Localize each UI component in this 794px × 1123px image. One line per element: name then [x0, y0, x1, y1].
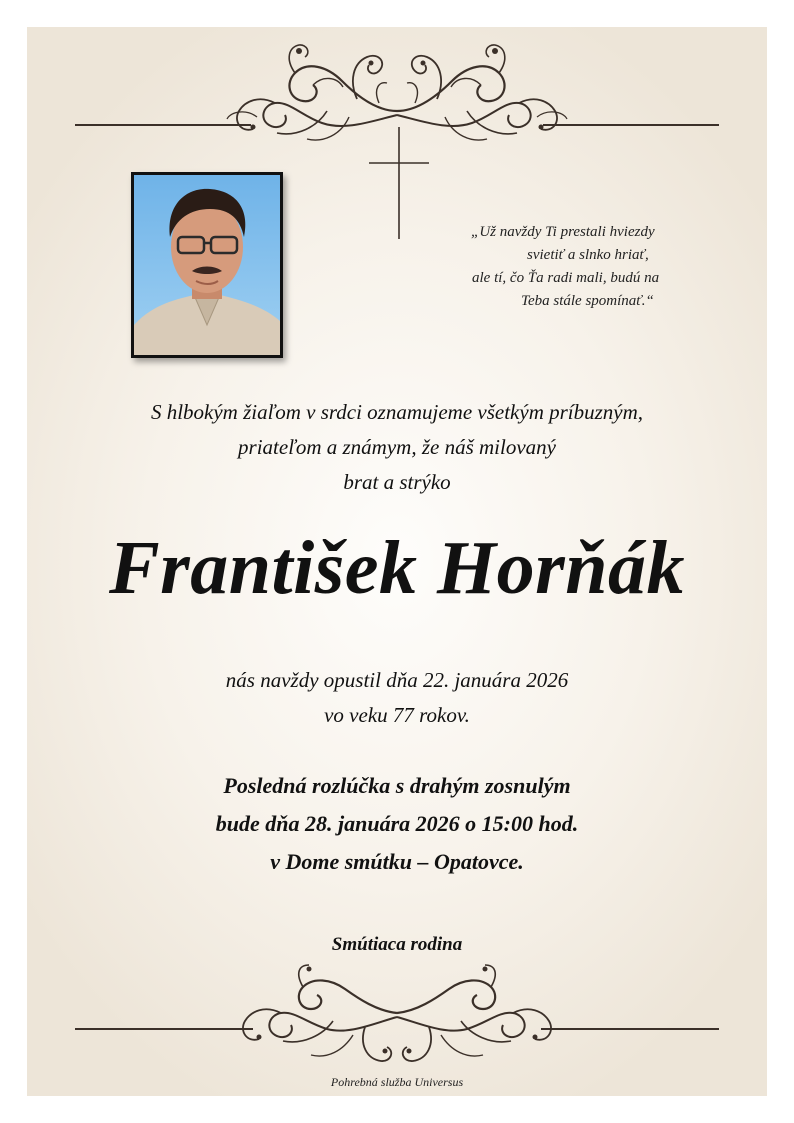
quote-line: „Už navždy Ti prestali hviezdy [471, 224, 655, 240]
announcement-line: priateľom a známym, že náš milovaný [238, 435, 556, 459]
death-line: vo veku 77 rokov. [324, 703, 470, 727]
obituary-card [27, 27, 767, 1096]
memorial-quote [437, 221, 737, 313]
death-line: nás navždy opustil dňa 22. januára 2026 [225, 668, 569, 692]
cross-icon [369, 127, 429, 239]
announcement-line: brat a strýko [343, 470, 451, 494]
bottom-ornament-icon [27, 963, 767, 1073]
funeral-line: Posledná rozlúčka s drahým zosnulým [223, 773, 571, 798]
portrait-photo [131, 172, 283, 358]
deceased-name: František Horňák [108, 526, 686, 610]
death-info [27, 663, 767, 733]
announcement-text [27, 395, 767, 500]
quote-line: svietiť a slnko hriať, [527, 247, 649, 263]
funeral-info [27, 767, 767, 881]
funeral-service-credit: Pohrebná služba Universus [330, 1075, 464, 1089]
funeral-line: bude dňa 28. januára 2026 o 15:00 hod. [215, 811, 579, 836]
funeral-line: v Dome smútku – Opatovce. [270, 849, 524, 874]
family-signature: Smútiaca rodina [331, 934, 463, 955]
quote-line: ale tí, čo Ťa radi mali, budú na [472, 270, 660, 286]
quote-line: Teba stále spomínať.“ [521, 293, 654, 309]
announcement-line: S hlbokým žiaľom v srdci oznamujeme všetkým príbuzným, [150, 400, 644, 424]
